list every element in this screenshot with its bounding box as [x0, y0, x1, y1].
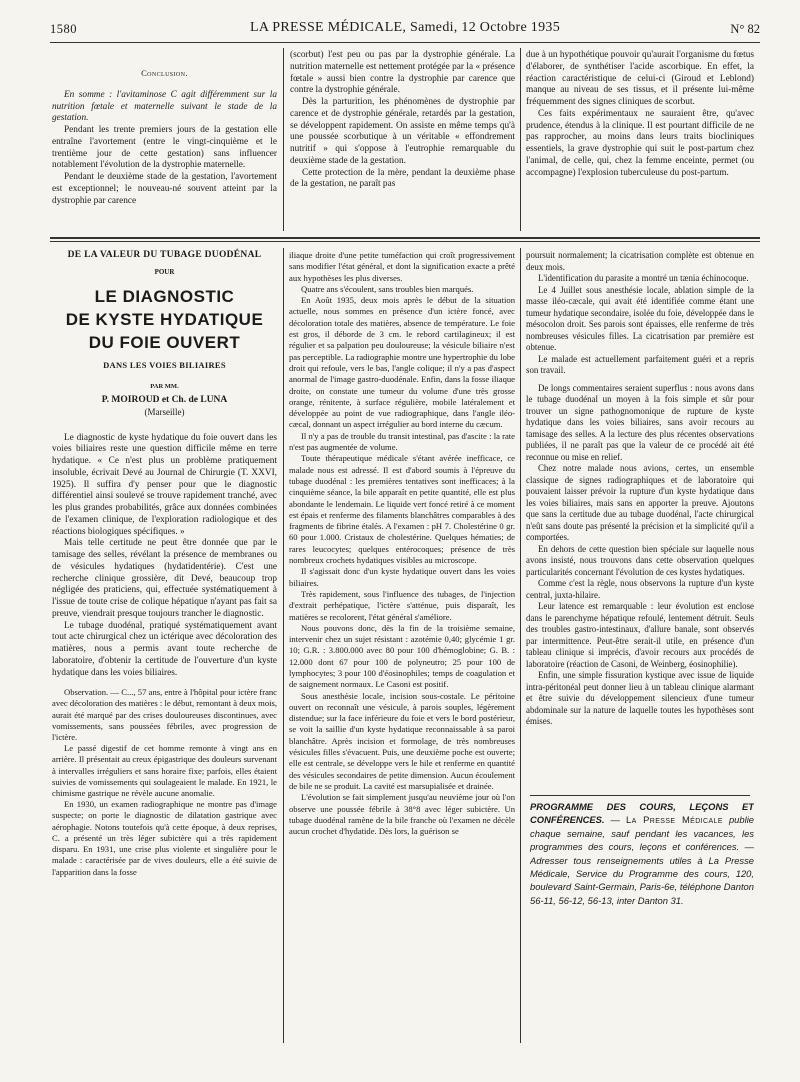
section-rule: [50, 237, 760, 239]
top-column-1: [52, 68, 277, 228]
paragraph: Le passé digestif de cet homme remonte à vingt ans en arrière. Il présentait au creux épigastrique des douleurs survenant à intervalles irréguliers et sans horaire fixe; parfois, elles étaient suivies de vomissements qui soulageaient le malade. En 1921, le chimisme gastrique ne révèle aucune anomalie.: [52, 743, 277, 799]
article-title-block: [52, 250, 277, 419]
paragraph: Pendant le deuxième stade de la gestation, l'avortement est exceptionnel; le nouveau-né souvent atteint par la dystrophie par carence: [52, 172, 277, 206]
paragraph: Nous pouvons donc, dès la fin de la troisième semaine, intervenir chez un sujet résistant : azotémie 0,40; glycémie 1 gr. 10; G.R. : 3.800.000 avec 80 pour 100 d'hémoglobine; G. B. : 12.000 dont 67 pour 100 de polyneutro; 25 pour 100 de lymphocytes; 3 pour 100 d'éosinophiles; temps de coagulation et de saignement normaux. Le Casoni est positif.: [289, 622, 515, 690]
paragraph-observation: Observation. — C..., 57 ans, entre à l'hôpital pour ictère franc avec décoloration des matières : le début, remontant à deux mois, aurait été marqué par des crises douloureuses discontinues, avec vomissements, sans poussées fébriles, avec progression de l'ictère.: [52, 687, 277, 743]
paragraph: Le diagnostic de kyste hydatique du foie ouvert dans les voies biliaires reste une question difficile même en terre hydatique. « Ce n'est plus un problème pratiquement insoluble, écrivait Devé au Journal de Chirurgie (T. XXVI, 1925). Il suffira d'y penser pour que le diagnostic différentiel ainsi soulevé se trouve rapidement tranché, avec les plus grandes probabilités, grâce aux données combinées de l'examen clinique, de l'exploration radiologique et des réactions biologiques spécifiques. »: [52, 432, 277, 537]
paragraph: Très rapidement, sous l'influence des tubages, de l'injection d'extrait perhépatique, l'ictère s'atténue, puis disparaît, les matières se recolorent, l'état général s'améliore.: [289, 588, 515, 622]
paragraph: En dehors de cette question bien spéciale sur laquelle nous avons insisté, nous trouvons dans cette observation quelques particularités concernant l'évolution de ces kystes hydatiques.: [526, 543, 754, 577]
page-header: [50, 20, 760, 40]
article-column-3: [526, 250, 754, 790]
column-divider: [520, 48, 521, 231]
programme-publisher: La Presse Médicale: [625, 814, 723, 826]
issue-number: N° 82: [730, 22, 760, 36]
paragraph: Quatre ans s'écoulent, sans troubles bien marqués.: [301, 283, 474, 294]
column-divider: [283, 48, 284, 231]
page-number: 1580: [50, 22, 77, 36]
paragraph: Toute thérapeutique médicale s'étant avérée inefficace, ce malade nous est adressé. Il est d'abord soumis à l'épreuve du tubage duodénal : les premières tentatives sont inefficaces; à la cinquième séance, la bile apparaît en petite quantité, elle est plus abondante le lendemain. Le liquide vert foncé retiré à ce moment est épais et renferme des filaments blanchâtres comparables à des fragments de fibrine étalés. A l'examen : pH 7. Cholestérine 0 gr. 60 pour 1.000. Cristaux de cholestérine. Quelques hématies; de rares leucocytes; quelques entérocoques; présence de très nombreux crochets hydatiques visibles au microscope.: [289, 453, 515, 566]
programme-text: publie chaque semaine, sauf pendant les vacances, les programmes des cours, leçons et conférences. — Adresser tous renseignements utiles à La Presse Médicale, Service du Programme des cours, 120, boulevard Saint-Germain, Paris-6e, téléphone Danton 56-11, 56-12, 56-13, inter Danton 31.: [530, 814, 754, 906]
column-divider: [283, 248, 284, 1043]
top-column-2: [290, 50, 515, 231]
paragraph: Cette protection de la mère, pendant la deuxième phase de la gestation, ne paraît pas: [290, 167, 515, 190]
paragraph: En Août 1935, deux mois après le début de la situation actuelle, nous sommes en présence d'un ictère foncé, avec décoloration totale des matières, absence de température. Le foie est gros, il déborde de 3 cm. le rebord cartilagineux; il est régulier et sa palpation peu douloureuse; la vésicule biliaire n'est pas perceptible. La radiographie montre une hypertrophie du lobe droit qui refoule, vers le bas, l'angle colique; il n'y a pas d'aspect anormal de l'image gastro-duodénale. Enfin, dans la fosse iliaque droite, on constate une tumeur du volume d'une très grosse orange, rénitente, à surface régulière, mobile latéralement et développée au point de vue radiographique, dans l'angle iléo-cæcal, donnant un aspect irrégulier au bord interne du cæcum.: [289, 295, 515, 430]
paragraph: L'évolution se fait simplement jusqu'au neuvième jour où l'on observe une poussée fébrile à 38°8 avec léger subictère. Un tubage duodénal ramène de la bile franche où l'examen ne décèle aucun crochet d'hydatide. Dès lors, la guérison se: [289, 792, 515, 837]
paragraph: Leur latence est remarquable : leur évolution est enclose dans le parenchyme hépatique refoulé, lentement détruit. Seuls des troubles gastro-intestinaux, d'allure banale, sont observés par intermittence. Peut-être serait-il utile, en présence d'un tableau clinique si imprécis, d'avoir recours aux procédés de laboratoire (réaction de Casoni, de Weinberg, éosinophilie).: [526, 601, 754, 669]
section-heading-conclusion: Conclusion.: [141, 68, 188, 78]
article-title-line-3: DU FOIE OUVERT: [88, 332, 241, 352]
programme-rule: [530, 795, 750, 796]
programme-box: [530, 800, 754, 960]
section-rule-thin: [50, 241, 760, 242]
article-subtitle: DANS LES VOIES BILIAIRES: [103, 359, 226, 370]
paragraph: iliaque droite d'une petite tuméfaction qui croît progressivement sans modifier l'état général, et dont la signification exacte a prêté aux hypothèses les plus diverses.: [289, 250, 515, 283]
paragraph: Le malade est actuellement parfaitement guéri et a repris son travail.: [526, 353, 754, 375]
paragraph: Enfin, une simple fissuration kystique avec issue de liquide intra-péritonéal peut donner lieu à un tableau clinique alarmant et être suivie du développement silencieux d'une tumeur abdominale sur la nature de laquelle toutes les hypothèses sont émises.: [526, 670, 754, 726]
paragraph: De longs commentaires seraient superflus : nous avons dans le tubage duodénal un moyen à la fois simple et sûr pour trouver un signe pathognomonique de rupture de kyste hydatique dans les voies biliaires, sans avoir recours au tamisage des selles. A la lecture des plus récentes observations publiées, il ne paraît pas que la valeur de ce procédé ait été reconnue ou mise en relief.: [526, 382, 754, 462]
article-title-line-2: DE KYSTE HYDATIQUE: [65, 309, 264, 329]
paragraph: (scorbut) l'est peu ou pas par la dystrophie générale. La nutrition maternelle est nettement protégée par la « présence fœtale » aussi bien contre la dystrophie par carence que contre la dystrophie générale.: [290, 50, 515, 96]
paragraph: Le 4 Juillet sous anesthésie locale, ablation simple de la masse iléo-cæcale, qui avait été identifiée comme étant une tumeur hydatique secondaire, isolée du foie, développée dans le mésocolon droit. Ses parois sont épaisses, elle renferme de très nombreuses vésicules filles. La cicatrisation par première est obtenue.: [526, 284, 754, 352]
paragraph: Comme c'est la règle, nous observons la rupture d'un kyste central, juxta-hilaire.: [526, 578, 754, 600]
article-column-2: [289, 250, 515, 1043]
paragraph: Sous anesthésie locale, incision sous-costale. Le péritoine ouvert on reconnaît une vésicule, à parois souples, légèrement distendue; sur la face inférieure du foie et vers le bord postérieur, se voit la saillie d'un kyste hydatique reconnaissable à sa paroi blanchâtre. Après incision et formolage, de très nombreuses vésicules filles s'évacuent. Puis, une deuxième poche est ouverte; elle est centrale, se développe vers le hile et renferme en quantité des vésicules secondaires de petite dimension. Aucun écoulement de bile ne se produit. La cavité est marsupialisée et drainée.: [289, 690, 515, 791]
paragraph: Le tubage duodénal, pratiqué systématiquement avant tout acte chirurgical chez un ictérique avec décoloration des matières, nous a permis avant toute recherche de laboratoire, d'obtenir la certitude de l'ouverture d'un kyste hydatique dans les voies biliaires.: [52, 620, 277, 678]
article-pour: POUR: [154, 267, 175, 276]
journal-title: LA PRESSE MÉDICALE, Samedi, 12 Octobre 1935: [250, 20, 560, 35]
paragraph: Il s'agissait donc d'un kyste hydatique ouvert dans les voies biliaires.: [289, 566, 515, 588]
paragraph: L'identification du parasite a montré un tænia échinocoque.: [538, 273, 749, 283]
article-column-1: [52, 248, 277, 1043]
paragraph: Dès la parturition, les phénomènes de dystrophie par carence et de dystrophie générale, retardés par la gestation, se développent rapidement. On assiste en même temps qu'à une poussée scorbutique à un véritable « effondrement nutritif » qui s'oppose à l'eutrophie remarquable du deuxième stade de la gestation.: [290, 97, 515, 166]
header-rule: [50, 42, 760, 43]
programme-notice: [530, 800, 754, 907]
article-title-line-1: LE DIAGNOSTIC: [94, 286, 235, 306]
paragraph: En somme : l'avitaminose C agit différemment sur la nutrition fœtale et maternelle suivant le stade de la gestation.: [52, 89, 277, 124]
article-kicker: DE LA VALEUR DU TUBAGE DUODÉNAL: [67, 250, 262, 260]
article-location: (Marseille): [144, 406, 185, 417]
paragraph: Chez notre malade nous avions, certes, un ensemble classique de signes radiographiques et de laboratoire qui pouvaient laisser prévoir la rupture d'un kyste hydatique dans les voies biliaires, mais sans en apporter la preuve. Ajoutons que sans la certitude due au tubage duodénal, l'acte chirurgical n'eût sans doute pas présenté la précision et la simplicité qu'il a comportées.: [526, 463, 754, 542]
paragraph: due à un hypothétique pouvoir qu'aurait l'organisme du fœtus d'élaborer, de synthétiser l'acide ascorbique. En effet, la réaction caractéristique de celui-ci (Giroud et Leblond) manque au niveau de ses tissus, et il présente lui-même fréquemment des signes cliniques de scorbut.: [526, 50, 754, 107]
paragraph: Il n'y a pas de trouble du transit intestinal, pas d'ascite : la rate n'est pas augmentée de volume.: [289, 430, 515, 453]
article-authors: P. MOIROUD et Ch. de LUNA: [101, 395, 228, 405]
paragraph: Mais telle certitude ne peut être donnée que par le tamisage des selles, révélant la présence de membranes ou de vésicules hydatiques (hydatidentérie). C'est une recherche clinique grossière, dit Devé, beaucoup trop négligée des praticiens, qui, effectuée systématiquement à l'issue de toute crise de colique hépatique n'ayant pas fait sa preuve, viendrait presque toujours trancher le diagnostic.: [52, 538, 277, 619]
programme-heading: PROGRAMME DES COURS, LEÇONS ET CONFÉRENCES.: [530, 801, 754, 826]
top-column-3: [526, 50, 754, 231]
article-par-mm: PAR MM.: [150, 383, 179, 391]
paragraph: poursuit normalement; la cicatrisation complète est obtenue en deux mois.: [526, 250, 754, 272]
paragraph: Pendant les trente premiers jours de la gestation elle entraîne l'avortement (entre le vingt-cinquième et le trentième jour de cette gestation) sans influencer notablement l'évolution de la dystrophie maternelle.: [52, 125, 277, 171]
paragraph: En 1930, un examen radiographique ne montre pas d'image suspecte; on porte le diagnostic de dilatation gastrique avec aérophagie. Notons toutefois qu'à cette époque, à deux reprises, C. a présenté un très léger subictère qui a très rapidement disparu. En 1931, une crise plus violente et singulière pour le malade : caractérisée par de vives douleurs, elle a été suivie de l'apparition dans la fosse: [52, 799, 277, 877]
paragraph: Ces faits expérimentaux ne sauraient être, qu'avec prudence, étendus à la clinique. Il est pourtant difficile de ne pas rapprocher, au moins dans leurs traits biocliniques essentiels, la grave dystrophie qui suit le post-partum chez l'animal, de celle, qui, chez la femme enceinte, permet (ou accompagne) l'explosion tuberculeuse du post-partum.: [526, 108, 754, 178]
programme-dash: —: [604, 814, 626, 826]
column-divider: [520, 248, 521, 1043]
